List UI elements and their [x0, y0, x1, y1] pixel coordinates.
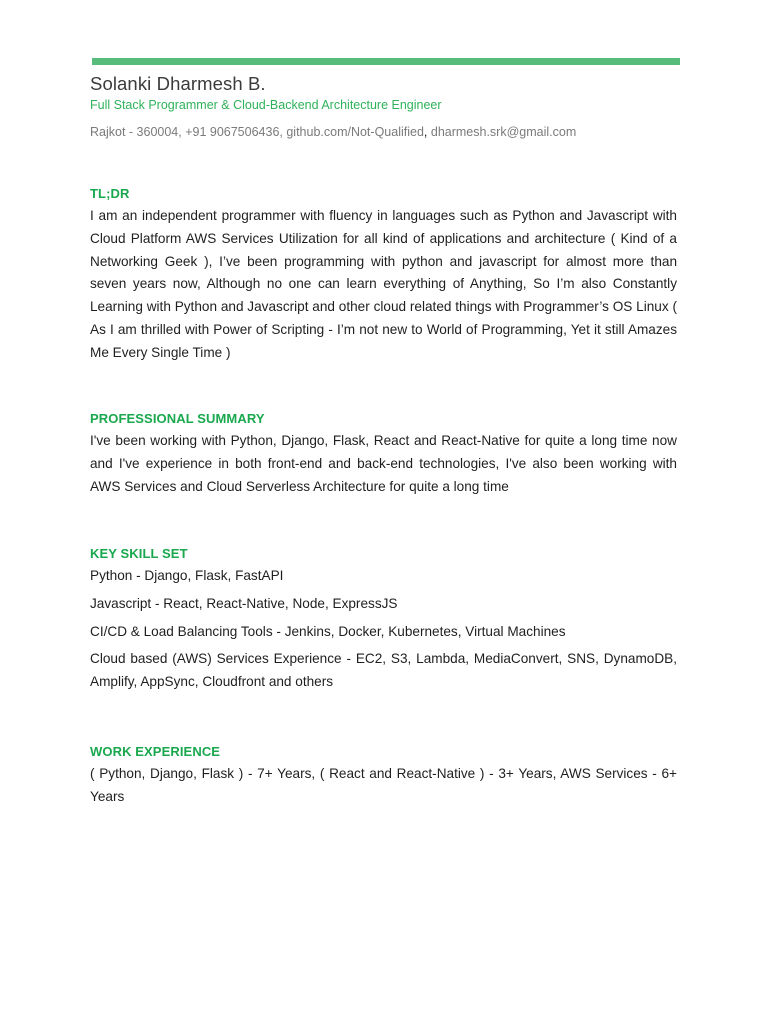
heading-work-experience: WORK EXPERIENCE [90, 744, 221, 759]
header-accent-rule [92, 58, 680, 65]
skill-item: Javascript - React, React-Native, Node, ExpressJS [90, 595, 398, 611]
skill-item: CI/CD & Load Balancing Tools - Jenkins, Docker, Kubernetes, Virtual Machines [90, 623, 566, 639]
contact-location-phone-github: Rajkot - 360004, +91 9067506436, github.com/Not-Qualified [90, 125, 424, 139]
heading-professional-summary: PROFESSIONAL SUMMARY [90, 411, 265, 426]
contact-separator: , [423, 125, 428, 139]
section-tldr [90, 186, 677, 365]
candidate-name: Solanki Dharmesh B. [90, 73, 266, 94]
work-experience-text: ( Python, Django, Flask ) - 7+ Years, ( React and React-Native ) - 3+ Years, AWS Services - 6+ Years [90, 766, 677, 804]
section-work-experience [90, 744, 677, 809]
skill-item: Python - Django, Flask, FastAPI [90, 568, 284, 583]
skill-item: Cloud based (AWS) Services Experience - EC2, S3, Lambda, MediaConvert, SNS, DynamoDB, Amplify, AppSync, Cloudfront and others [90, 651, 677, 690]
contact-email: dharmesh.srk@gmail.com [427, 125, 577, 139]
heading-key-skill-set: KEY SKILL SET [90, 546, 188, 561]
heading-tldr: TL;DR [90, 186, 130, 201]
section-key-skill-set [90, 546, 677, 699]
tldr-text: I am an independent programmer with fluency in languages such as Python and Javascript with Cloud Platform AWS Services Utilization for all kind of applications and architecture ( Kind of a Networking Geek ), I’ve been programming with python and javascript for almost more than seven years now, Although no one can learn everything of Anything, So I’m also Constantly Learning with Python and Javascript and other cloud related things with Programmer’s OS Linux ( As I am thrilled with Power of Scripting - I’m not new to World of Programming, Yet it still Amazes Me Every Single Time ) [90, 208, 677, 360]
professional-summary-text: I've been working with Python, Django, Flask, React and React-Native for quite a long time now and I've experience in both front-end and back-end technologies, I've also been working with AWS Services and Cloud Serverless Architecture for quite a long time [90, 433, 677, 494]
contact-line [90, 125, 576, 139]
candidate-title: Full Stack Programmer & Cloud-Backend Architecture Engineer [90, 98, 442, 112]
section-professional-summary [90, 411, 677, 498]
